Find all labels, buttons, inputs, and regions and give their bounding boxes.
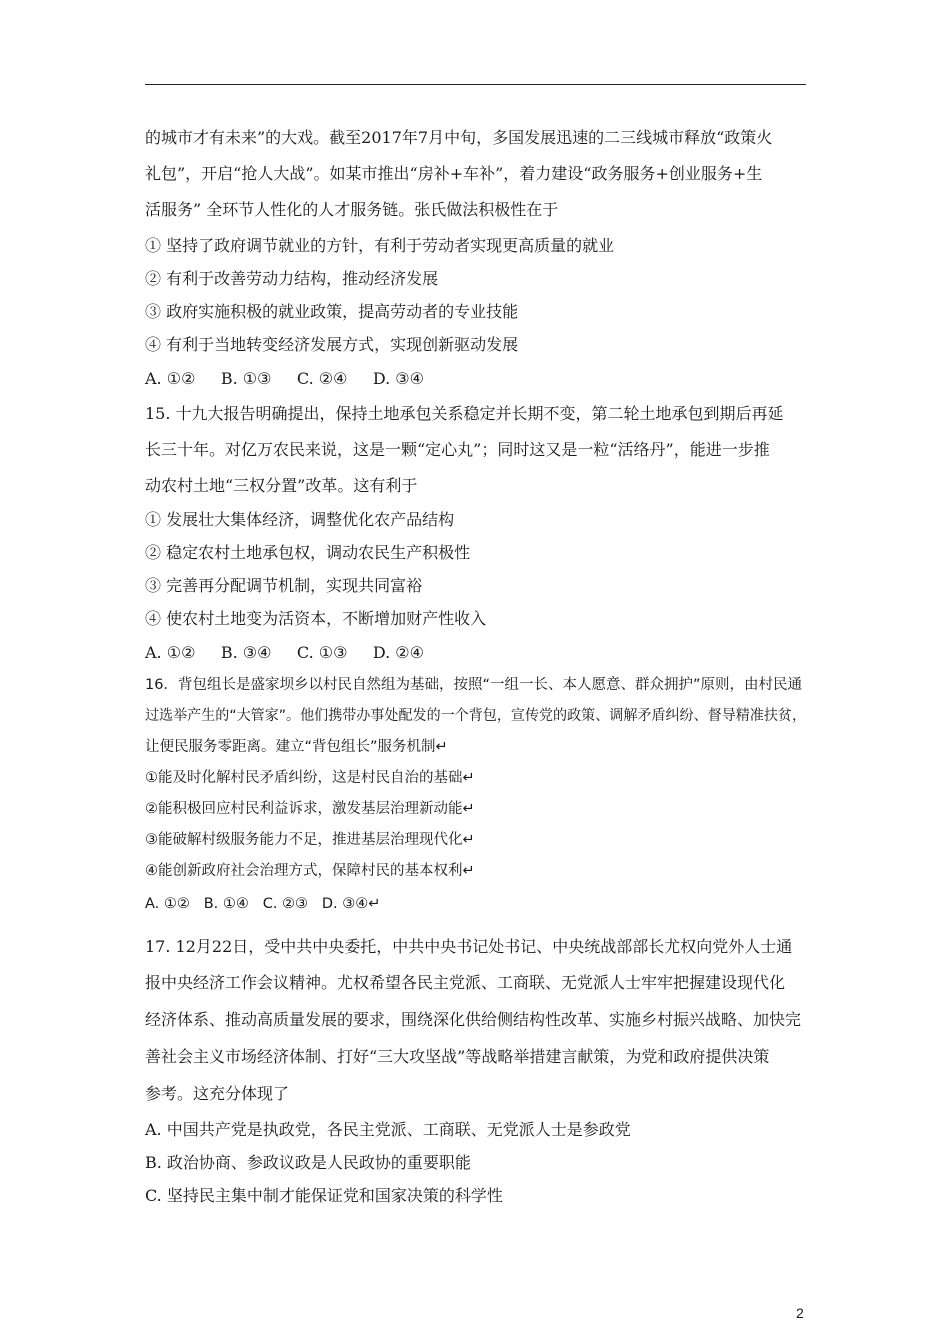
q17-stem-line-4: 善社会主义市场经济体制、打好“三大攻坚战”等战略举措建言献策，为党和政府提供决策: [145, 1047, 770, 1066]
q15-options: A. ①② B. ③④ C. ①③ D. ②④: [145, 643, 424, 662]
q15-stem-line-2: 长三十年。对亿万农民来说，这是一颗“定心丸”；同时这又是一粒“活络丹”，能进一步推: [145, 440, 770, 459]
q16-stem-line-3: 让便民服务零距离。建立“背包组长”服务机制↵: [145, 739, 448, 755]
q17-stem-line-5: 参考。这充分体现了: [145, 1084, 290, 1103]
q17-option-c: C. 坚持民主集中制才能保证党和国家决策的科学性: [145, 1186, 503, 1205]
page-number: 2: [796, 1305, 804, 1321]
q16-statement-3: ③能破解村级服务能力不足，推进基层治理现代化↵: [145, 832, 475, 848]
q15-stem-line-3: 动农村土地“三权分置”改革。这有利于: [145, 476, 418, 495]
q16-stem-line-1: 16．背包组长是盛家坝乡以村民自然组为基础，按照“一组一长、本人愿意、群众拥护”原则，由村民通: [145, 677, 802, 693]
q15-statement-2: ② 稳定农村土地承包权，调动农民生产积极性: [145, 543, 471, 562]
q15-statement-1: ① 发展壮大集体经济，调整优化农产品结构: [145, 510, 455, 529]
q14-statement-1: ① 坚持了政府调节就业的方针，有利于劳动者实现更高质量的就业: [145, 236, 615, 255]
q14-stem-line-3: 活服务” 全环节人性化的人才服务链。张氏做法积极性在于: [145, 200, 559, 219]
q17-option-b: B. 政治协商、参政议政是人民政协的重要职能: [145, 1153, 471, 1172]
q16-statement-2: ②能积极回应村民利益诉求，激发基层治理新动能↵: [145, 801, 475, 817]
q14-options: A. ①② B. ①③ C. ②④ D. ③④: [145, 369, 424, 388]
q17-option-a: A. 中国共产党是执政党，各民主党派、工商联、无党派人士是参政党: [145, 1120, 631, 1139]
q16-stem-line-2: 过选举产生的“大管家”。他们携带办事处配发的一个背包，宣传党的政策、调解矛盾纠纷、督导精准扶贫，: [145, 708, 807, 724]
q14-stem-line-1: 的城市才有未来”的大戏。截至2017年7月中旬，多国发展迅速的二三线城市释放“政策火: [145, 128, 773, 147]
q15-stem-line-1: 15. 十九大报告明确提出，保持土地承包关系稳定并长期不变，第二轮土地承包到期后再延: [145, 404, 784, 423]
q16-statement-1: ①能及时化解村民矛盾纠纷，这是村民自治的基础↵: [145, 770, 475, 786]
q14-statement-4: ④ 有利于当地转变经济发展方式，实现创新驱动发展: [145, 335, 519, 354]
header-rule: [145, 84, 806, 85]
q14-stem-line-2: 礼包”，开启“抢人大战”。如某市推出“房补+车补”，着力建设“政务服务+创业服务+生: [145, 164, 763, 183]
q15-statement-4: ④ 使农村土地变为活资本，不断增加财产性收入: [145, 609, 487, 628]
q14-statement-2: ② 有利于改善劳动力结构，推动经济发展: [145, 269, 439, 288]
q16-options: A. ①② B. ①④ C. ②③ D. ③④↵: [145, 896, 381, 912]
q16-statement-4: ④能创新政府社会治理方式，保障村民的基本权利↵: [145, 863, 475, 879]
q17-stem-line-2: 报中央经济工作会议精神。尤权希望各民主党派、工商联、无党派人士牢牢把握建设现代化: [145, 973, 786, 992]
q15-statement-3: ③ 完善再分配调节机制，实现共同富裕: [145, 576, 423, 595]
q17-stem-line-3: 经济体系、推动高质量发展的要求，围绕深化供给侧结构性改革、实施乡村振兴战略、加快完: [145, 1010, 802, 1029]
q14-statement-3: ③ 政府实施积极的就业政策，提高劳动者的专业技能: [145, 302, 519, 321]
q17-stem-line-1: 17. 12月22日，受中共中央委托，中共中央书记处书记、中央统战部部长尤权向党外人士通: [145, 937, 793, 956]
